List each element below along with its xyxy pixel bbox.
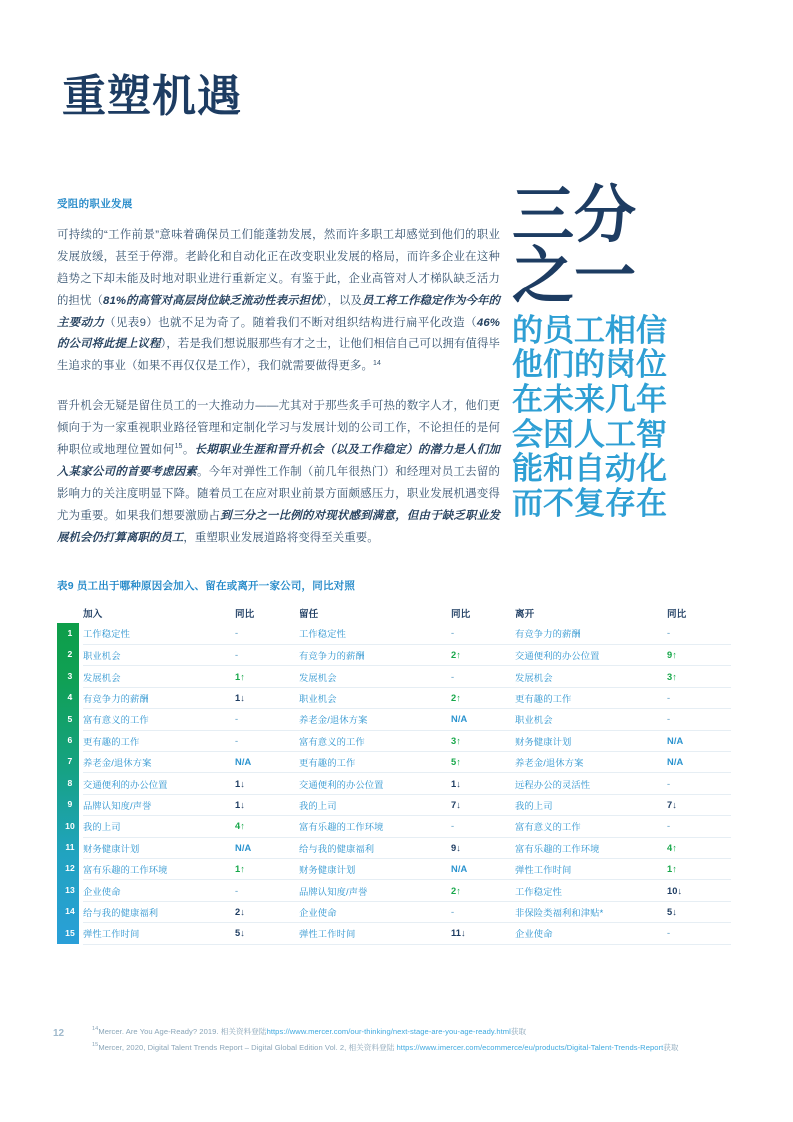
- cell-leave-reason: 弹性工作时间: [515, 858, 667, 879]
- cell-stay-yoy: [451, 773, 515, 794]
- cell-leave-reason: 有竞争力的薪酬: [515, 623, 667, 644]
- table-row: [57, 730, 731, 751]
- stay-yoy-value: 1↓: [451, 778, 462, 789]
- cell-stay-yoy: [451, 751, 515, 772]
- cell-join-reason: 给与我的健康福利: [83, 901, 235, 922]
- p2-text-2: 。: [182, 444, 195, 457]
- p1-text-2: ），以及: [321, 294, 362, 307]
- cell-leave-reason: 养老金/退休方案: [515, 751, 667, 772]
- leave-yoy-value: N/A: [667, 757, 684, 768]
- cell-join-yoy: [235, 901, 299, 922]
- join-yoy-value: -: [235, 735, 239, 746]
- rank-number: 12: [65, 863, 75, 874]
- cell-leave-yoy: [667, 880, 731, 901]
- cell-join-reason: 养老金/退休方案: [83, 751, 235, 772]
- column-header-join-yoy: 同比: [235, 608, 255, 620]
- table-caption: 表9 员工出于哪种原因会加入、留在或离开一家公司，同比对照: [57, 580, 356, 592]
- reasons-table: [57, 602, 731, 945]
- cell-leave-yoy: [667, 666, 731, 687]
- cell-leave-reason: 富有乐趣的工作环境: [515, 837, 667, 858]
- cell-stay-reason: 交通便利的办公位置: [299, 773, 451, 794]
- cell-join-reason: 我的上司: [83, 816, 235, 837]
- stay-yoy-value: 2↑: [451, 650, 462, 661]
- column-header-stay-yoy: 同比: [451, 608, 471, 620]
- join-yoy-value: N/A: [235, 757, 252, 768]
- column-header-join: 加入: [83, 608, 103, 620]
- leave-yoy-value: -: [667, 778, 671, 789]
- column-header-leave: 离开: [515, 608, 535, 620]
- stay-yoy-value: 2↑: [451, 885, 462, 896]
- cell-join-yoy: [235, 709, 299, 730]
- stay-yoy-value: -: [451, 628, 455, 639]
- table-row: [57, 666, 731, 687]
- cell-leave-yoy: [667, 687, 731, 708]
- p2-bold-2: 到三分之一比例的对现状感到满意，但由于缺乏职业发展机会仍打算离职的员工: [57, 509, 501, 544]
- cell-stay-reason: 给与我的健康福利: [299, 837, 451, 858]
- p1-text-4: ），若是我们想说服那些有才之士，让他们相信自己可以拥有值得毕生追求的事业（如果不再仅仅是工作），我们就需要做得更多。: [57, 338, 500, 373]
- join-yoy-value: 1↑: [235, 671, 246, 682]
- paragraph-2: [57, 396, 500, 549]
- rank-badge: [57, 816, 83, 837]
- cell-leave-yoy: [667, 623, 731, 644]
- rank-number: 6: [67, 735, 73, 746]
- rank-number: 3: [67, 670, 73, 681]
- cell-stay-reason: 我的上司: [299, 794, 451, 815]
- join-yoy-value: 1↑: [235, 864, 246, 875]
- rank-badge: [57, 666, 83, 687]
- rank-badge: [57, 901, 83, 922]
- cell-join-yoy: [235, 880, 299, 901]
- cell-join-yoy: [235, 687, 299, 708]
- cell-join-reason: 富有意义的工作: [83, 709, 235, 730]
- footnote-ref-14[interactable]: 14: [373, 359, 382, 367]
- rank-number: 11: [65, 842, 75, 853]
- cell-join-reason: 品牌认知度/声誉: [83, 794, 235, 815]
- cell-stay-reason: 更有趣的工作: [299, 751, 451, 772]
- cell-stay-yoy: [451, 816, 515, 837]
- cell-join-yoy: [235, 773, 299, 794]
- stay-yoy-value: N/A: [451, 864, 468, 875]
- leave-yoy-value: -: [667, 928, 671, 939]
- table-row: [57, 709, 731, 730]
- cell-join-reason: 企业使命: [83, 880, 235, 901]
- stay-yoy-value: 5↑: [451, 757, 462, 768]
- p2-text-3: 。今年对弹性工作制（前几年很热门）和经理对员工去留的影响力的关注度明显下降。随着员工在应对职业前景方面颇感压力，职业发展机遇变得尤为重要。如果我们想要激励占: [57, 465, 500, 522]
- cell-join-yoy: [235, 730, 299, 751]
- cell-stay-yoy: [451, 687, 515, 708]
- leave-yoy-value: 5↓: [667, 906, 678, 917]
- cell-leave-reason: 发展机会: [515, 666, 667, 687]
- footnote-14-suffix: 获取: [510, 1027, 527, 1036]
- leave-yoy-value: 10↓: [667, 885, 683, 896]
- cell-stay-reason: 财务健康计划: [299, 858, 451, 879]
- cell-stay-reason: 弹性工作时间: [299, 923, 451, 944]
- table-header-row: [57, 602, 731, 623]
- cell-leave-reason: 交通便利的办公位置: [515, 644, 667, 665]
- p2-bold-1: 长期职业生涯和晋升机会（以及工作稳定）的潜力是人们加入某家公司的首要考虑因素: [57, 444, 500, 478]
- join-yoy-value: 1↓: [235, 778, 246, 789]
- rank-number: 15: [65, 927, 75, 938]
- table-row: [57, 901, 731, 922]
- p2-text-4: ，重塑职业发展道路将变得至关重要。: [183, 531, 379, 544]
- cell-leave-reason: 工作稳定性: [515, 880, 667, 901]
- cell-stay-reason: 品牌认知度/声誉: [299, 880, 451, 901]
- rank-badge: [57, 773, 83, 794]
- footnote-15-marker: 15: [92, 1042, 99, 1049]
- paragraph-1: [57, 225, 500, 378]
- cell-leave-reason: 职业机会: [515, 709, 667, 730]
- cell-leave-reason: 财务健康计划: [515, 730, 667, 751]
- p1-text-3: （见表9）也就不足为奇了。随着我们不断对组织结构进行扁平化改造（: [104, 316, 477, 329]
- pull-quote-small-line-1: 的员工相信: [512, 312, 667, 348]
- leave-yoy-value: 1↑: [667, 864, 678, 875]
- p1-bold-2: 员工将工作稳定作为今年的主要动力: [57, 294, 500, 329]
- footnote-ref-15[interactable]: 15: [174, 443, 183, 451]
- cell-leave-yoy: [667, 794, 731, 815]
- stay-yoy-value: -: [451, 821, 455, 832]
- rank-number: 7: [67, 756, 73, 767]
- cell-stay-yoy: [451, 837, 515, 858]
- cell-stay-yoy: [451, 644, 515, 665]
- article-column: [57, 196, 500, 567]
- cell-join-yoy: [235, 923, 299, 944]
- table-row: [57, 773, 731, 794]
- table-row: [57, 880, 731, 901]
- cell-join-yoy: [235, 666, 299, 687]
- rank-badge: [57, 687, 83, 708]
- rank-badge: [57, 880, 83, 901]
- rank-number: 8: [67, 777, 73, 788]
- cell-join-reason: 职业机会: [83, 644, 235, 665]
- cell-stay-reason: 职业机会: [299, 687, 451, 708]
- page-footer: [53, 1026, 743, 1055]
- cell-leave-reason: 远程办公的灵活性: [515, 773, 667, 794]
- cell-stay-yoy: [451, 901, 515, 922]
- column-header-index: [57, 602, 83, 623]
- p1-bold-1: 81%的高管对高层岗位缺乏流动性表示担忧: [103, 294, 322, 307]
- cell-stay-yoy: [451, 666, 515, 687]
- cell-stay-reason: 工作稳定性: [299, 623, 451, 644]
- rank-badge: [57, 923, 83, 944]
- cell-stay-yoy: [451, 880, 515, 901]
- table-row: [57, 923, 731, 944]
- cell-leave-reason: 非保险类福利和津贴*: [515, 901, 667, 922]
- leave-yoy-value: -: [667, 628, 671, 639]
- footnote-15-url[interactable]: https://www.imercer.com/ecommerce/eu/products/Digital-Talent-Trends-Report: [396, 1042, 664, 1052]
- rank-number: 5: [67, 713, 73, 724]
- cell-join-reason: 有竞争力的薪酬: [83, 687, 235, 708]
- pull-quote-small-line-2: 他们的岗位: [512, 347, 667, 383]
- section-kicker: 受阻的职业发展: [57, 198, 133, 210]
- stay-yoy-value: 11↓: [451, 928, 466, 939]
- table-row: [57, 751, 731, 772]
- p1-bold-3: 46%的公司将此提上议程: [57, 316, 500, 351]
- cell-stay-yoy: [451, 730, 515, 751]
- table-row: [57, 858, 731, 879]
- cell-leave-yoy: [667, 923, 731, 944]
- cell-leave-yoy: [667, 837, 731, 858]
- stay-yoy-value: -: [451, 906, 455, 917]
- cell-leave-yoy: [667, 773, 731, 794]
- leave-yoy-value: 9↑: [667, 650, 678, 661]
- table-head: [57, 602, 731, 623]
- pull-quote: [512, 182, 698, 522]
- table-row: [57, 837, 731, 858]
- cell-leave-reason: 企业使命: [515, 923, 667, 944]
- table-row: [57, 623, 731, 644]
- cell-join-reason: 交通便利的办公位置: [83, 773, 235, 794]
- leave-yoy-value: 7↓: [667, 799, 678, 810]
- cell-leave-reason: 富有意义的工作: [515, 816, 667, 837]
- table-row: [57, 644, 731, 665]
- leave-yoy-value: 3↑: [667, 671, 678, 682]
- stay-yoy-value: 9↓: [451, 842, 462, 853]
- cell-stay-yoy: [451, 858, 515, 879]
- join-yoy-value: 4↑: [235, 821, 246, 832]
- pull-quote-big-line-2: 之一: [512, 242, 637, 311]
- pull-quote-small-line-6: 而不复存在: [512, 486, 667, 522]
- join-yoy-value: -: [235, 628, 239, 639]
- stay-yoy-value: N/A: [451, 714, 468, 725]
- leave-yoy-value: -: [667, 692, 671, 703]
- rank-number: 2: [67, 649, 73, 660]
- page-title: 重塑机遇: [62, 72, 242, 122]
- stay-yoy-value: 7↓: [451, 799, 462, 810]
- cell-leave-yoy: [667, 644, 731, 665]
- leave-yoy-value: N/A: [667, 735, 684, 746]
- join-yoy-value: -: [235, 714, 239, 725]
- join-yoy-value: 1↓: [235, 799, 246, 810]
- rank-number: 9: [67, 799, 73, 810]
- cell-join-yoy: [235, 794, 299, 815]
- stay-yoy-value: -: [451, 671, 455, 682]
- cell-stay-reason: 有竞争力的薪酬: [299, 644, 451, 665]
- cell-join-reason: 财务健康计划: [83, 837, 235, 858]
- cell-stay-yoy: [451, 923, 515, 944]
- cell-stay-yoy: [451, 709, 515, 730]
- pull-quote-small-line-3: 在未来几年: [512, 381, 667, 417]
- cell-leave-yoy: [667, 858, 731, 879]
- footnote-14-url[interactable]: https://www.mercer.com/our-thinking/next-stage-are-you-age-ready.html: [266, 1027, 511, 1036]
- rank-badge: [57, 794, 83, 815]
- table-row: [57, 816, 731, 837]
- cell-join-yoy: [235, 623, 299, 644]
- cell-stay-reason: 企业使命: [299, 901, 451, 922]
- join-yoy-value: -: [235, 885, 239, 896]
- cell-join-yoy: [235, 644, 299, 665]
- column-header-stay: 留任: [299, 608, 319, 620]
- rank-number: 10: [65, 820, 75, 831]
- cell-stay-reason: 养老金/退休方案: [299, 709, 451, 730]
- page-number: 12: [53, 1028, 65, 1039]
- pull-quote-small-line-5: 能和自动化: [512, 451, 667, 487]
- join-yoy-value: 5↓: [235, 928, 246, 939]
- reasons-table-wrapper: [57, 602, 685, 945]
- p1-text-1: 可持续的“工作前景”意味着确保员工们能蓬勃发展，然而许多职工却感觉到他们的职业发展放缓，甚至于停滞。老龄化和自动化正在改变职业发展的格局，而许多企业在这种趋势之下却未能及时地对职业进行重新定义。有鉴于此，企业高管对人才梯队缺乏活力的担忧（: [57, 229, 500, 307]
- cell-leave-yoy: [667, 901, 731, 922]
- cell-join-reason: 弹性工作时间: [83, 923, 235, 944]
- rank-badge: [57, 709, 83, 730]
- stay-yoy-value: 2↑: [451, 692, 462, 703]
- rank-number: 14: [65, 906, 75, 917]
- table-row: [57, 687, 731, 708]
- footnote-14-text: Mercer. Are You Age-Ready? 2019. 相关资料登陆: [98, 1027, 267, 1036]
- pull-quote-big-line-1: 三分: [512, 182, 637, 250]
- rank-badge: [57, 623, 83, 644]
- table-body: [57, 623, 731, 944]
- cell-stay-reason: 富有乐趣的工作环境: [299, 816, 451, 837]
- cell-stay-reason: 富有意义的工作: [299, 730, 451, 751]
- cell-stay-reason: 发展机会: [299, 666, 451, 687]
- leave-yoy-value: -: [667, 821, 671, 832]
- rank-number: 4: [67, 692, 73, 703]
- cell-join-yoy: [235, 858, 299, 879]
- rank-badge: [57, 751, 83, 772]
- stay-yoy-value: 3↑: [451, 735, 462, 746]
- cell-stay-yoy: [451, 623, 515, 644]
- cell-join-yoy: [235, 816, 299, 837]
- footnotes-list: [92, 1026, 743, 1055]
- cell-join-reason: 发展机会: [83, 666, 235, 687]
- leave-yoy-value: -: [667, 714, 671, 725]
- footnote-15: [92, 1042, 743, 1055]
- cell-leave-reason: 更有趣的工作: [515, 687, 667, 708]
- footnote-15-suffix: 获取: [663, 1042, 679, 1052]
- cell-join-yoy: [235, 837, 299, 858]
- footnote-15-text: Mercer, 2020, Digital Talent Trends Report – Digital Global Edition Vol. 2, 相关资料登陆: [98, 1042, 397, 1052]
- leave-yoy-value: 4↑: [667, 842, 678, 853]
- join-yoy-value: N/A: [235, 842, 252, 853]
- table-row: [57, 794, 731, 815]
- cell-stay-yoy: [451, 794, 515, 815]
- rank-number: 1: [67, 628, 73, 638]
- join-yoy-value: 2↓: [235, 906, 246, 917]
- cell-join-yoy: [235, 751, 299, 772]
- column-header-leave-yoy: 同比: [667, 608, 687, 620]
- cell-leave-yoy: [667, 751, 731, 772]
- cell-join-reason: 更有趣的工作: [83, 730, 235, 751]
- rank-badge: [57, 837, 83, 858]
- cell-join-reason: 富有乐趣的工作环境: [83, 858, 235, 879]
- p2-text-1: 晋升机会无疑是留住员工的一大推动力——尤其对于那些炙手可热的数字人才，他们更倾向于为一家重视职业路径管理和定制化学习与发展计划的公司工作，不论担任的是何种职位或地理位置如何: [57, 400, 500, 457]
- rank-badge: [57, 730, 83, 751]
- footnote-14: [92, 1026, 743, 1039]
- join-yoy-value: 1↓: [235, 692, 246, 703]
- cell-leave-yoy: [667, 709, 731, 730]
- footnote-14-marker: 14: [92, 1026, 99, 1033]
- rank-badge: [57, 644, 83, 665]
- rank-badge: [57, 858, 83, 879]
- join-yoy-value: -: [235, 650, 239, 661]
- cell-leave-yoy: [667, 816, 731, 837]
- cell-leave-yoy: [667, 730, 731, 751]
- cell-leave-reason: 我的上司: [515, 794, 667, 815]
- rank-number: 13: [65, 884, 75, 895]
- pull-quote-small-line-4: 会因人工智: [512, 416, 667, 452]
- cell-join-reason: 工作稳定性: [83, 623, 235, 644]
